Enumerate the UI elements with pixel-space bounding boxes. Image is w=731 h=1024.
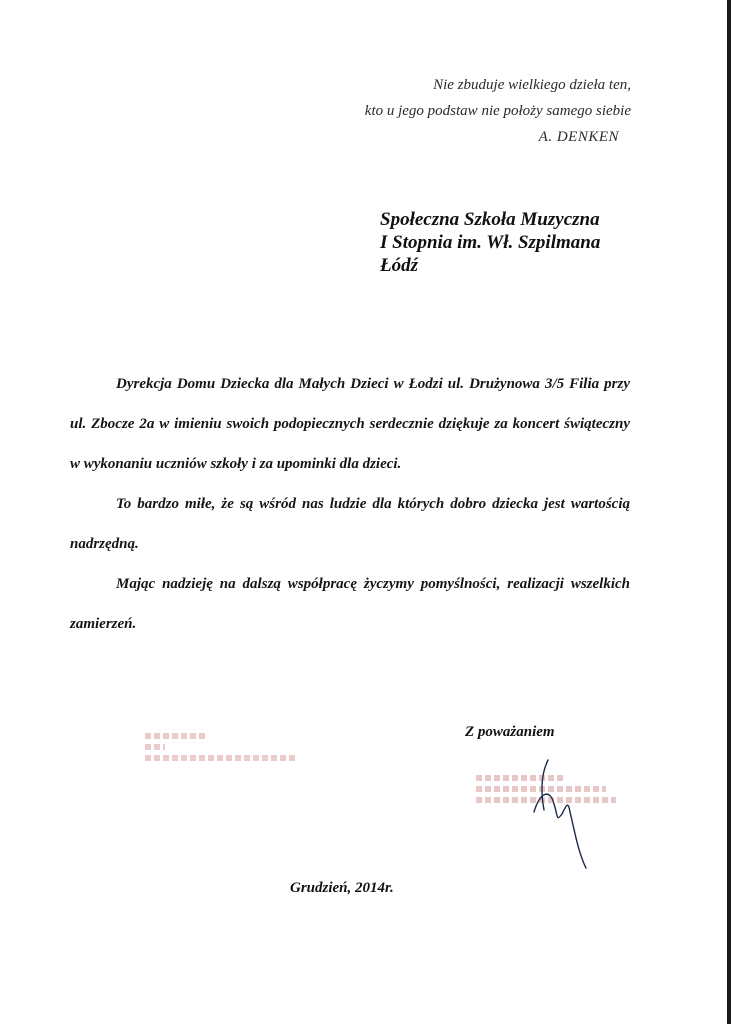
letter-paragraph-2: To bardzo miłe, że są wśród nas ludzie dla których dobro dziecka jest wartością nadrzędną. (70, 496, 630, 552)
motto-line-1: Nie zbuduje wielkiego dzieła ten, (433, 77, 631, 93)
motto-line-2: kto u jego podstaw nie położy samego siebie (364, 103, 631, 119)
letter-paragraph-3: Mając nadzieję na dalszą współpracę życzymy pomyślności, realizacji wszelkich zamierzeń. (70, 576, 630, 632)
letter-date: Grudzień, 2014r. (290, 880, 394, 896)
letter-body (70, 364, 630, 644)
motto-author: A. DENKEN (538, 129, 619, 145)
letter-paragraph-1: Dyrekcja Domu Dziecka dla Małych Dzieci w Łodzi ul. Drużynowa 3/5 Filia przy ul. Zbocze 2a w imieniu swoich podopiecznych serdecznie dziękuje za koncert świąteczny w wykonaniu uczniów szkoły i za upominki dla dzieci. (70, 376, 630, 472)
page-edge (727, 0, 731, 1024)
stamp-left (145, 728, 315, 788)
motto (365, 72, 631, 150)
addressee-line-1: Społeczna Szkoła Muzyczna (380, 209, 600, 230)
closing-phrase: Z poważaniem (465, 724, 555, 740)
addressee-block (380, 208, 600, 277)
addressee-line-3: Łódź (380, 255, 418, 276)
handwritten-signature (520, 752, 610, 872)
addressee-line-2: I Stopnia im. Wł. Szpilmana (380, 232, 601, 253)
